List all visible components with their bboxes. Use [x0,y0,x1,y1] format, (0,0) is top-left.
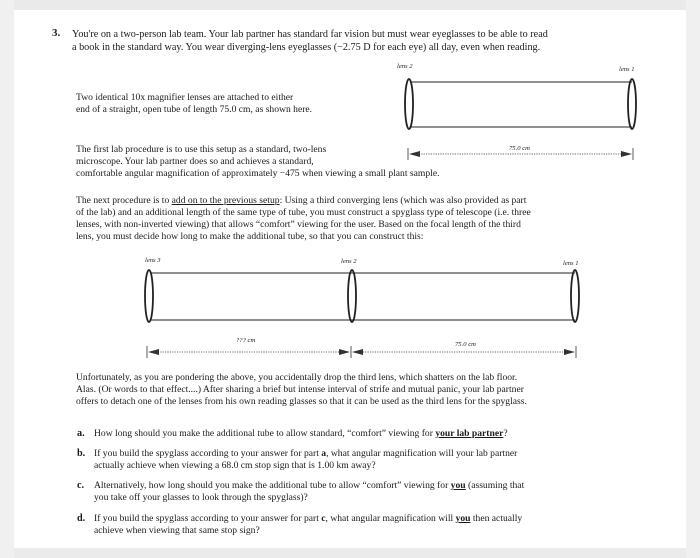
part-b-label: b. [77,448,86,459]
part-b-line-2: actually achieve when viewing a 68.0 cm stop sign that is 1.00 km away? [94,460,376,471]
part-c-label: c. [77,480,85,491]
diagram2-lens2-label: lens 2 [341,258,357,265]
next-procedure-post: : Using a third converging lens (which was also provided as part [279,195,527,206]
intro-line-2: a book in the standard way. You wear diverging-lens eyeglasses (−2.75 D for each eye) all day, even when reading. [72,42,541,53]
setup-line-1: Two identical 10x magnifier lenses are attached to either [76,92,294,103]
part-a-line-1: How long should you make the additional tube to allow standard, “comfort” viewing for your lab partner? [94,428,508,439]
part-a-label: a. [77,428,85,439]
diagram2-lens3-shape [145,270,153,322]
first-procedure-line-3: comfortable angular magnification of approximately −475 when viewing a small plant sample. [76,168,440,179]
diagram2-lens3-label: lens 3 [145,257,161,264]
diagram2-lens1-label: lens 1 [563,260,579,267]
next-procedure-pre: The next procedure is to [76,195,172,206]
part-d-label: d. [77,513,86,524]
unfortunately-line-3: offers to detach one of the lenses from his own reading glasses so that it can be used as the third lens for the spyglass. [76,396,527,407]
intro-line-1: You're on a two-person lab team. Your lab partner has standard far vision but must wear eyeglasses to be able to read [72,29,548,40]
diagram1-dimension [408,148,633,160]
part-b-line-1: If you build the spyglass according to your answer for part a, what angular magnification will your lab partner [94,448,518,459]
diagram2-dimensions [147,346,576,358]
first-procedure-line-2: microscope. Your lab partner does so and achieves a standard, [76,156,314,167]
part-c-line-1: Alternatively, how long should you make the additional tube to allow “comfort” viewing for you (assuming that [94,480,525,491]
unfortunately-line-2: Alas. (Or words to that effect....) After sharing a brief but intense interval of strife and mutual panic, your lab partner [76,384,524,395]
problem-number: 3. [52,27,61,39]
part-c-line-2: you take off your glasses to look through the spyglass)? [94,492,308,503]
diagram1-lens1-label: lens 1 [619,66,635,73]
diagram1-lens1-shape [628,79,636,129]
diagram2-known-length-label: 75.0 cm [455,341,476,348]
diagram1-length-label: 75.0 cm [509,145,530,152]
diagram2-lens2-shape [348,270,356,322]
first-procedure-line-1: The first lab procedure is to use this setup as a standard, two-lens [76,144,327,155]
your-lab-partner-emphasis: your lab partner [435,428,504,439]
unfortunately-line-1: Unfortunately, as you are pondering the above, you accidentally drop the third lens, which shatters on the lab floor. [76,372,518,383]
diagram2-tube [145,270,579,322]
next-procedure-line-2: of the lab) and an additional length of the same type of tube, you must construct a spyglass type of telescope (i.e. three [76,207,531,218]
part-d-line-1: If you build the spyglass according to your answer for part c, what angular magnification will you then actually [94,513,523,524]
next-procedure-line-3: lenses, with non-inverted viewing) that allows “comfort” viewing for the user. Based on the focal length of the third [76,219,521,230]
diagram2-unknown-length-label: ??? cm [236,337,256,344]
previous-setup-underlined: add on to the previous setup [171,195,280,206]
setup-line-2: end of a straight, open tube of length 75.0 cm, as shown here. [76,104,313,115]
part-d-line-2: achieve when viewing that same stop sign? [94,525,260,536]
diagram1-tube [405,79,636,129]
diagram2-lens1-shape [571,270,579,322]
next-procedure-line-4: lens, you must decide how long to make the additional tube, so that you can construct this: [76,231,424,242]
diagram1-lens2-shape [405,79,413,129]
diagram1-lens2-label: lens 2 [397,63,413,70]
